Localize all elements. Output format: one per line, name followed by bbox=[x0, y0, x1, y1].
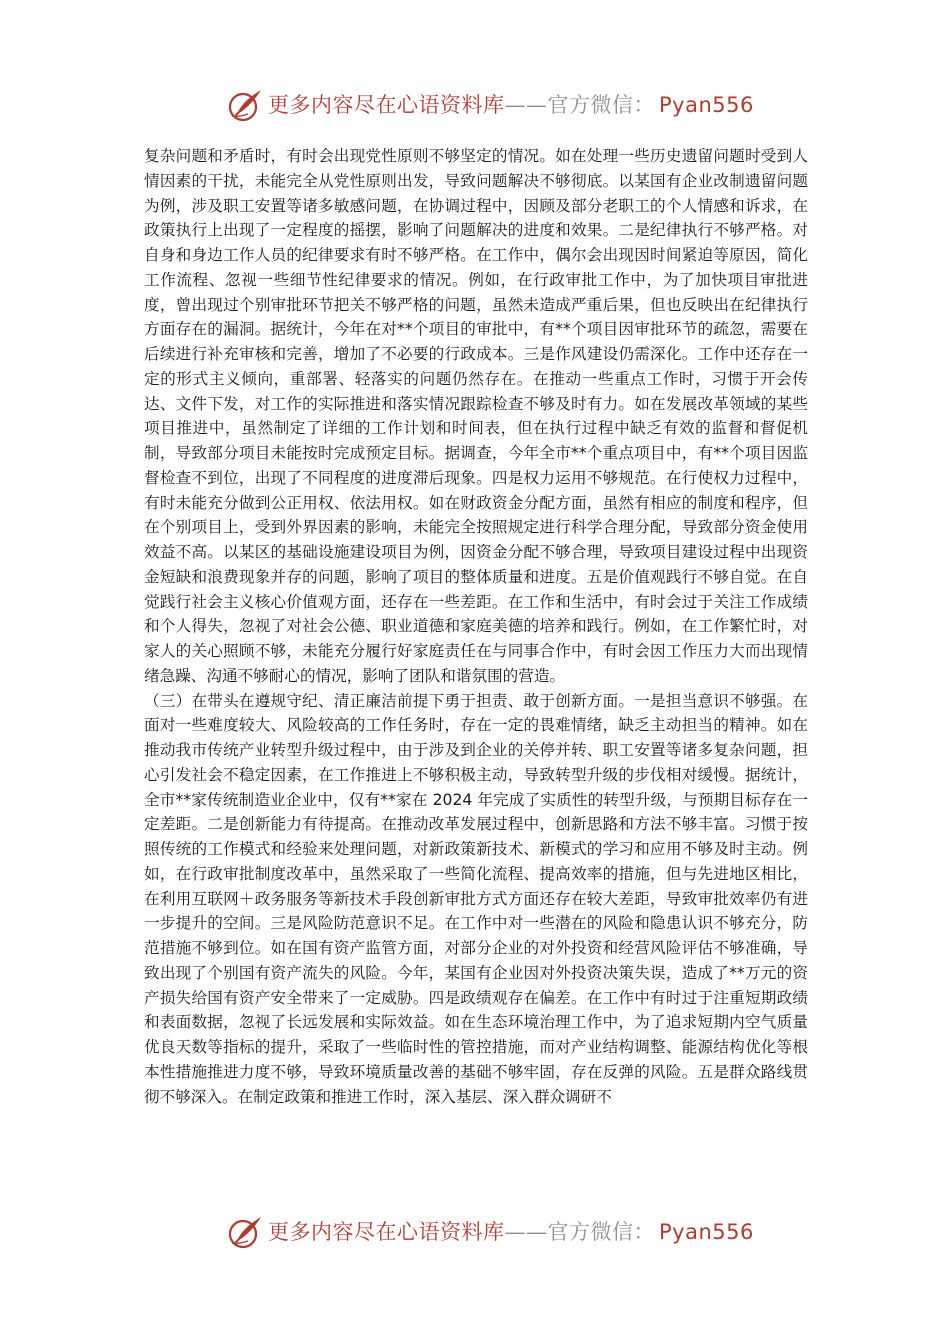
header-site-name: 更多内容尽在心语资料库 bbox=[268, 93, 505, 117]
footer-wechat-label: 官方微信： bbox=[547, 1220, 655, 1244]
header-wechat-id: Pyan556 bbox=[659, 93, 754, 117]
quill-pen-logo-icon bbox=[228, 86, 264, 122]
quill-pen-logo-icon bbox=[228, 1213, 264, 1249]
body-paragraph-2: （三）在带头在遵规守纪、清正廉洁前提下勇于担责、敢于创新方面。一是担当意识不够强。在面对一些难度较大、风险较高的工作任务时，存在一定的畏难情绪，缺乏主动担当的精神。如在推动我市传统产业转型升级过程中，由于涉及到企业的关停并转、职工安置等诸多复杂问题，担心引发社会不稳定因素，在工作推进上不够积极主动，导致转型升级的步伐相对缓慢。据统计，全市**家传统制造业企业中，仅有**家在 2024 年完成了实质性的转型升级，与预期目标存在一定差距。二是创新能力有待提高。在推动改革发展过程中，创新思路和方法不够丰富。习惯于按照传统的工作模式和经验来处理问题，对新政策新技术、新模式的学习和应用不够及时主动。例如，在行政审批制度改革中，虽然采取了一些简化流程、提高效率的措施，但与先进地区相比，在利用互联网＋政务服务等新技术手段创新审批方式方面还存在较大差距，导致审批效率仍有进一步提升的空间。三是风险防范意识不足。在工作中对一些潜在的风险和隐患认识不够充分，防范措施不够到位。如在国有资产监管方面，对部分企业的对外投资和经营风险评估不够准确，导致出现了个别国有资产流失的风险。今年，某国有企业因对外投资决策失误，造成了**万元的资产损失给国有资产安全带来了一定威胁。四是政绩观存在偏差。在工作中有时过于注重短期政绩和表面数据，忽视了长远发展和实际效益。如在生态环境治理工作中，为了追求短期内空气质量优良天数等指标的提升，采取了一些临时性的管控措施，而对产业结构调整、能源结构优化等根本性措施推进力度不够，导致环境质量改善的基础不够牢固，存在反弹的风险。五是群众路线贯彻不够深入。在制定政策和推进工作时，深入基层、深入群众调研不 bbox=[144, 691, 808, 1106]
header-wechat-label: 官方微信： bbox=[547, 93, 655, 117]
header-banner[interactable] bbox=[228, 84, 754, 124]
document-body bbox=[144, 144, 808, 1194]
header-separator: —— bbox=[504, 93, 548, 117]
header-banner-text bbox=[268, 89, 754, 119]
footer-separator: —— bbox=[504, 1220, 548, 1244]
footer-site-name: 更多内容尽在心语资料库 bbox=[268, 1220, 505, 1244]
footer-banner-text bbox=[268, 1216, 754, 1246]
footer-banner[interactable] bbox=[228, 1211, 754, 1251]
footer-wechat-id: Pyan556 bbox=[659, 1220, 754, 1244]
body-paragraph-1: 复杂问题和矛盾时，有时会出现党性原则不够坚定的情况。如在处理一些历史遗留问题时受到人情因素的干扰，未能完全从党性原则出发，导致问题解决不够彻底。以某国有企业改制遗留问题为例，涉及职工安置等诸多敏感问题，在协调过程中，因顾及部分老职工的个人情感和诉求，在政策执行上出现了一定程度的摇摆，影响了问题解决的进度和效果。二是纪律执行不够严格。对自身和身边工作人员的纪律要求有时不够严格。在工作中，偶尔会出现因时间紧迫等原因，简化工作流程、忽视一些细节性纪律要求的情况。例如，在行政审批工作中，为了加快项目审批进度，曾出现过个别审批环节把关不够严格的问题，虽然未造成严重后果，但也反映出在纪律执行方面存在的漏洞。据统计，今年在对**个项目的审批中，有**个项目因审批环节的疏忽，需要在后续进行补充审核和完善，增加了不必要的行政成本。三是作风建设仍需深化。工作中还存在一定的形式主义倾向，重部署、轻落实的问题仍然存在。在推动一些重点工作时，习惯于开会传达、文件下发，对工作的实际推进和落实情况跟踪检查不够及时有力。如在发展改革领域的某些项目推进中，虽然制定了详细的工作计划和时间表，但在执行过程中缺乏有效的监督和督促机制，导致部分项目未能按时完成预定目标。据调查，今年全市**个重点项目中，有**个项目因监督检查不到位，出现了不同程度的进度滞后现象。四是权力运用不够规范。在行使权力过程中，有时未能充分做到公正用权、依法用权。如在财政资金分配方面，虽然有相应的制度和程序，但在个别项目上，受到外界因素的影响，未能完全按照规定进行科学合理分配，导致部分资金使用效益不高。以某区的基础设施建设项目为例，因资金分配不够合理，导致项目建设过程中出现资金短缺和浪费现象并存的问题，影响了项目的整体质量和进度。五是价值观践行不够自觉。在自觉践行社会主义核心价值观方面，还存在一些差距。在工作和生活中，有时会过于关注工作成绩和个人得失，忽视了对社会公德、职业道德和家庭美德的培养和践行。例如，在工作繁忙时，对家人的关心照顾不够，未能充分履行好家庭责任在与同事合作中，有时会因工作压力大而出现情绪急躁、沟通不够耐心的情况，影响了团队和谐氛围的营造。 bbox=[144, 147, 808, 685]
